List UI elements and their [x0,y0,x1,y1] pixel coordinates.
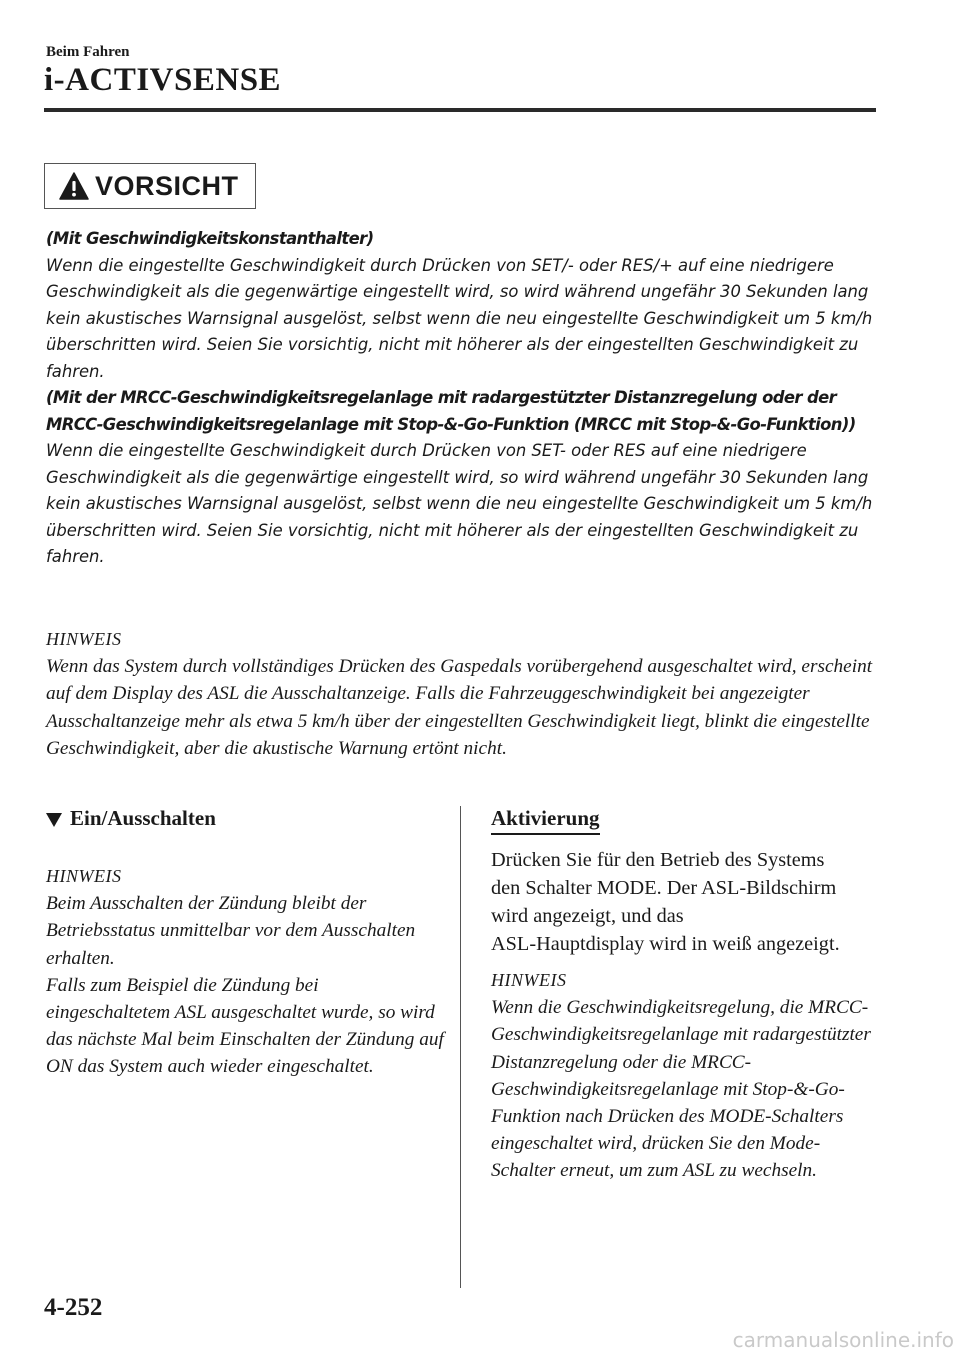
body-line: den Schalter MODE. Der ASL-Bildschirm [491,877,837,899]
section-heading-activation: Aktivierung [491,806,600,835]
note-text: Wenn das System durch vollständiges Drücken des Gaspedals vorübergehend ausgeschaltet wird, erscheint auf dem Display des ASL die Ausschaltanzeige. Falls die Fahrzeuggeschwindigkeit bei angezeigter Ausschaltanzeige mehr als etwa 5 km/h über der eingestellten Geschwindigkeit liegt, blinkt die eingestellte Geschwindigkeit, aber die akustische Warnung ertönt nicht. [46,656,873,759]
body-line: Drücken Sie für den Betrieb des Systems [491,849,825,871]
caution-box [44,163,256,209]
caution-text-1: Wenn die eingestellte Geschwindigkeit durch Drücken von SET/- oder RES/+ auf eine niedrigere Geschwindigkeit als die gegenwärtige eingestellt wird, so wird während ungefähr 30 Sekunden lang kein akustisches Warnsignal ausgelöst, selbst wenn die neu eingestellte Geschwindigkeit um 5 km/h überschritten wird. Seien Sie vorsichtig, nicht mit höherer als der eingestellten Geschwindigkeit zu fahren. [46,255,873,381]
caution-text-2: Wenn die eingestellte Geschwindigkeit durch Drücken von SET- oder RES auf eine niedrigere Geschwindigkeit als die gegenwärtige eingestellt wird, so wird während ungefähr 30 Sekunden lang kein akustisches Warnsignal ausgelöst, selbst wenn die neu eingestellte Geschwindigkeit um 5 km/h überschritten wird. Seien Sie vorsichtig, nicht mit höherer als der eingestellten Geschwindigkeit zu fahren. [46,441,873,566]
note-asl-display [46,626,876,762]
section-label: Beim Fahren [46,44,130,60]
note-title: HINWEIS [46,866,122,886]
watermark: carmanualsonline.info [732,1328,954,1352]
section-heading-on-off [46,806,216,831]
chapter-title: i-ACTIVSENSE [44,62,282,98]
page-number: 4-252 [44,1294,103,1321]
caution-condition-2: (Mit der MRCC-Geschwindigkeitsregelanlage mit radargestützter Distanzregelung oder der MRCC-Geschwindigkeitsregelanlage mit Stop-&-Go-Funktion (MRCC mit Stop-&-Go-Funktion)) [46,388,856,434]
section-heading-label: Ein/Ausschalten [70,806,216,830]
note-ignition [46,863,446,1081]
triangle-down-icon [46,813,62,827]
body-line: ASL-Hauptdisplay wird in weiß angezeigt. [491,933,840,955]
note-text: Wenn die Geschwindigkeitsregelung, die MRCC-Geschwindigkeitsregelanlage mit radargestützter Distanzregelung oder die MRCC-Geschwindigkeitsregelanlage mit Stop-&-Go-Funktion nach Drücken des MODE-Schalters eingeschaltet wird, drücken Sie den Mode-Schalter erneut, um zum ASL zu wechseln. [491,997,871,1182]
note-paragraph: Falls zum Beispiel die Zündung bei eingeschaltetem ASL ausgeschaltet wurde, so wird das nächste Mal beim Einschalten der Zündung auf ON das System auch wieder eingeschaltet. [46,974,444,1078]
caution-body [46,226,876,571]
header-rule [44,108,876,112]
body-line: wird angezeigt, und das [491,905,684,927]
column-divider [460,806,461,1288]
caution-label: VORSICHT [95,170,239,201]
activation-body [491,846,881,958]
caution-condition-1: (Mit Geschwindigkeitskonstanthalter) [46,229,374,248]
note-title: HINWEIS [46,629,122,649]
note-mode-switch [491,967,881,1185]
warning-triangle-icon [59,172,89,200]
note-title: HINWEIS [491,970,567,990]
note-paragraph: Beim Ausschalten der Zündung bleibt der Betriebsstatus unmittelbar vor dem Ausschalten erhalten. [46,893,416,969]
